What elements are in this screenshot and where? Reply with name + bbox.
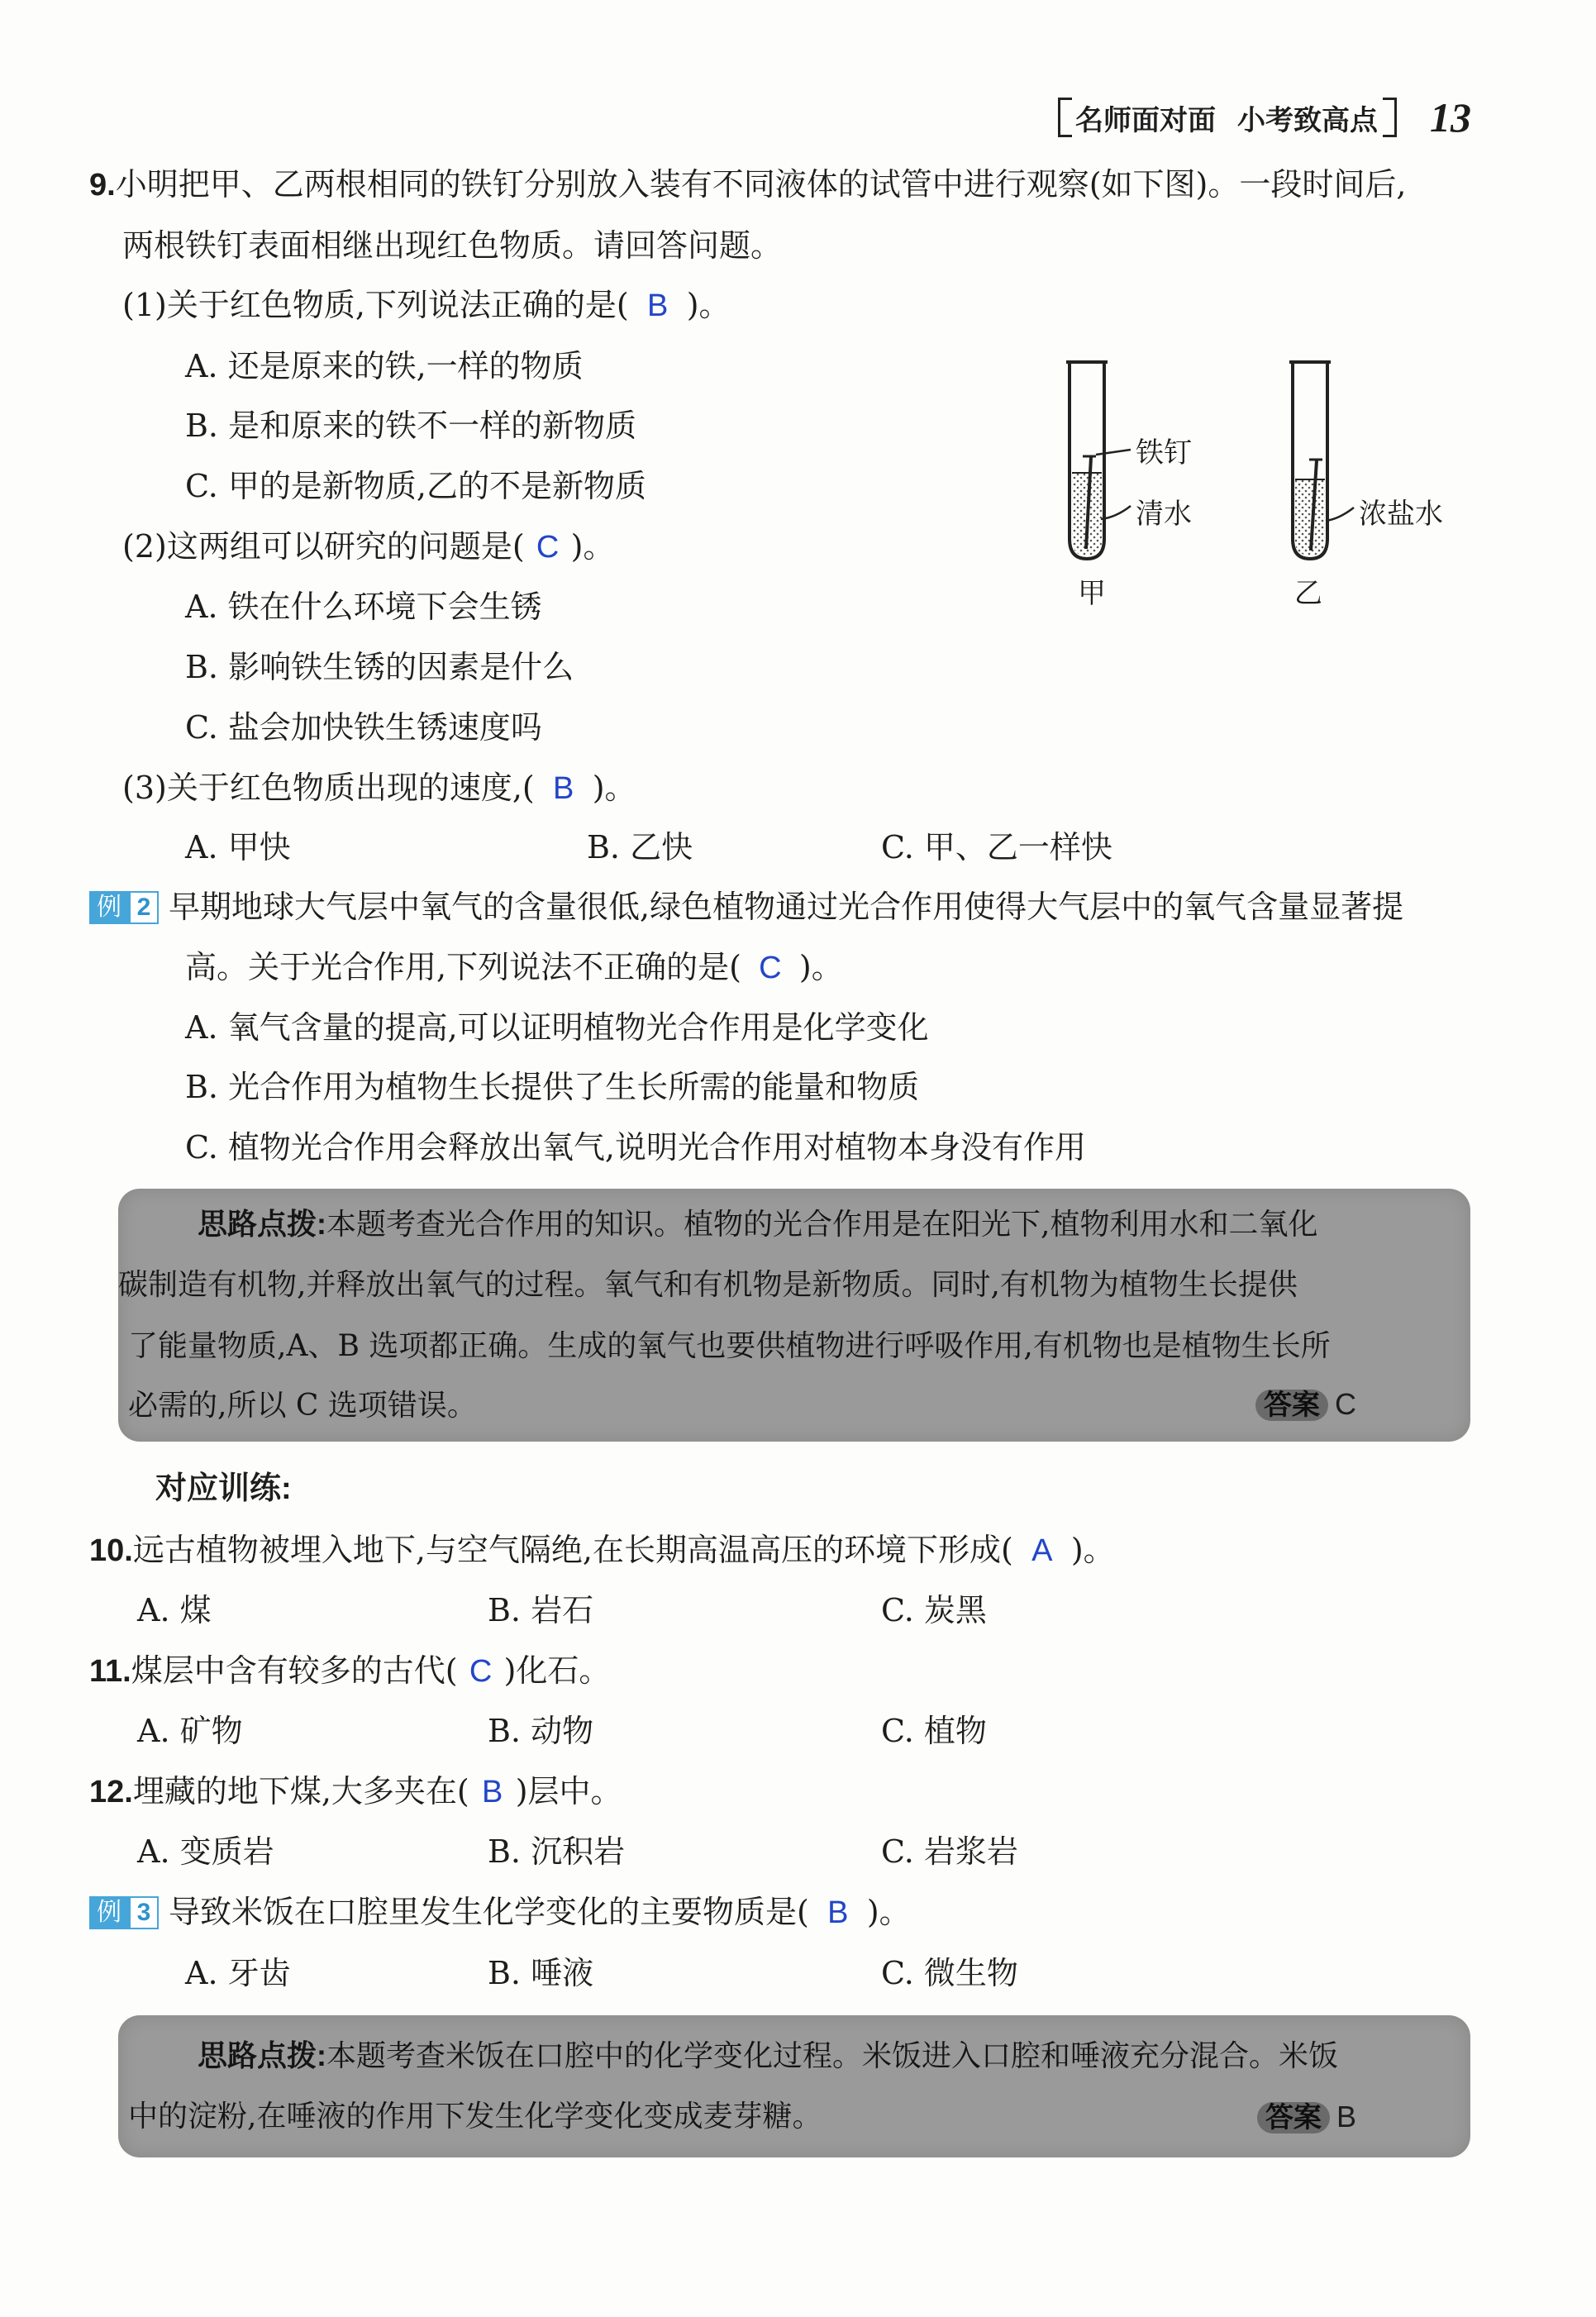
ex3-hint-line2: 中的淀粉,在唾液的作用下发生化学变化变成麦芽糖。 [128,2100,822,2133]
q9-part2-option-a: A. 铁在什么环境下会生锈 [185,589,542,625]
label-water: 清水 [1136,498,1192,531]
q12-end: )层中。 [515,1773,622,1809]
q10-answer: A [1031,1533,1053,1568]
ex2-hint-box [118,1189,1470,1442]
ex2-answer: C [759,951,782,985]
q9-part1-option-c: C. 甲的是新物质,乙的不是新物质 [185,468,646,504]
ex3-hint-box [118,2015,1470,2157]
q10-option-a: A. 煤 [137,1592,212,1628]
example-label-word: 例 [89,1896,129,1929]
example-2-label [89,891,159,924]
q12-option-b: B. 沉积岩 [488,1833,626,1870]
q12-text: 埋藏的地下煤,大多夹在( [132,1773,469,1809]
q9-part1-option-a: A. 还是原来的铁,一样的物质 [185,348,584,384]
ex3-option-b: B. 唾液 [488,1955,594,1991]
q9-part2-answer: C [536,530,560,565]
q9-part3-option-c: C. 甲、乙一样快 [881,829,1112,865]
q11-answer: C [469,1654,493,1689]
bracket-left [1058,98,1072,137]
answer-word: 答案 [1257,2102,1330,2133]
q10-option-c: C. 炭黑 [881,1592,987,1628]
q9-part1-answer: B [647,288,669,323]
q9-part2-option-c: C. 盐会加快铁生锈速度吗 [185,709,542,746]
ex3-option-c: C. 微生物 [881,1955,1018,1991]
q12-answer: B [482,1775,503,1809]
ex2-stem-line1 [89,886,1403,927]
q9-part2-prompt [122,526,614,568]
ex2-stem-text2: 高。关于光合作用,下列说法不正确的是( [185,949,741,985]
q9-part1-option-b: B. 是和原来的铁不一样的新物质 [185,408,637,444]
ex2-stem-line2 [185,946,843,989]
training-title: 对应训练: [155,1471,292,1506]
q10-end: )。 [1070,1532,1115,1568]
ex2-stem-end: )。 [798,949,843,985]
ex3-hint-line1 [198,2035,1338,2077]
q10-number: 10. [89,1533,133,1568]
ex3-answer: B [827,1895,849,1930]
q11-end: )化石。 [503,1652,611,1689]
q12-stem [89,1771,622,1813]
q12-option-c: C. 岩浆岩 [881,1833,1018,1870]
ex3-text: 导致米饭在口腔里发生化学变化的主要物质是( [169,1894,809,1930]
example-label-number: 2 [129,891,159,924]
q9-part2-end: )。 [570,528,615,565]
ex2-answer-tag [1255,1384,1356,1426]
q11-option-b: B. 动物 [488,1713,594,1749]
q11-text: 煤层中含有较多的古代( [131,1652,458,1689]
answer-word: 答案 [1255,1390,1328,1421]
ex2-hint-text2: 碳制造有机物,并释放出氧气的过程。氧气和有机物是新物质。同时,有机物为植物生长提供 [118,1268,1298,1302]
ex2-option-b: B. 光合作用为植物生长提供了生长所需的能量和物质 [185,1069,920,1105]
tube-jia [1066,362,1131,559]
header-subtitle: 小考致高点 [1237,104,1378,136]
ex3-hint-title: 思路点拨: [198,2038,326,2072]
q9-part2-option-b: B. 影响铁生锈的因素是什么 [185,649,574,685]
q9-part3-prompt [122,767,636,809]
ex3-hint-text1: 本题考查米饭在口腔中的化学变化过程。米饭进入口腔和唾液充分混合。米饭 [326,2039,1339,2073]
q10-text: 远古植物被埋入地下,与空气隔绝,在长期高温高压的环境下形成( [132,1532,1013,1568]
q11-option-a: A. 矿物 [137,1713,243,1749]
ex2-hint-line2 [118,1265,1298,1306]
page-number: 13 [1430,94,1471,141]
label-tube-jia: 甲 [1078,577,1106,610]
ex3-stem [89,1891,911,1933]
q9-part3-text: (3)关于红色物质出现的速度,( [122,770,535,806]
ex3-answer-tag [1257,2096,1356,2138]
ex2-hint-line3: 了能量物质,A、B 选项都正确。生成的氧气也要供植物进行呼吸作用,有机物也是植物生长所 [128,1329,1331,1363]
q9-part3-answer: B [553,771,574,806]
ex2-option-c: C. 植物光合作用会释放出氧气,说明光合作用对植物本身没有作用 [185,1129,1086,1166]
ex2-stem-text1: 早期地球大气层中氧气的含量很低,绿色植物通过光合作用使得大气层中的氧气含量显著提 [169,889,1404,925]
label-tube-yi: 乙 [1294,577,1322,610]
q9-part1-prompt [122,284,731,327]
ex2-hint-line1 [198,1204,1317,1246]
test-tube-diagram [1050,347,1479,620]
ex2-hint-text1: 本题考查光合作用的知识。植物的光合作用是在阳光下,植物利用水和二氧化 [326,1208,1318,1242]
q9-stem-text1: 小明把甲、乙两根相同的铁钉分别放入装有不同液体的试管中进行观察(如下图)。一段时间后, [115,166,1407,203]
ex3-answer-value: B [1336,2100,1356,2133]
q9-part1-end: )。 [686,287,731,323]
q12-number: 12. [89,1775,133,1809]
tube-yi [1289,362,1354,559]
q9-stem-line1 [89,164,1406,206]
q9-stem-line2: 两根铁钉表面相继出现红色物质。请回答问题。 [122,227,783,264]
label-nail: 铁钉 [1136,436,1192,470]
bracket-right [1383,98,1397,137]
example-label-number: 3 [129,1896,159,1929]
q9-part3-option-a: A. 甲快 [185,829,291,865]
q12-option-a: A. 变质岩 [137,1833,274,1870]
label-salt-water: 浓盐水 [1359,498,1443,531]
ex3-end: )。 [866,1894,911,1930]
ex2-hint-title: 思路点拨: [198,1207,326,1241]
ex3-option-a: A. 牙齿 [185,1955,291,1991]
ex2-option-a: A. 氧气含量的提高,可以证明植物光合作用是化学变化 [185,1009,929,1046]
q10-stem [89,1529,1115,1571]
q9-number: 9. [89,168,116,203]
q11-number: 11. [89,1654,131,1689]
q9-part2-text: (2)这两组可以研究的问题是( [122,528,525,565]
q9-part3-option-b: B. 乙快 [587,829,693,865]
ex2-hint-line4: 必需的,所以 C 选项错误。 [128,1389,477,1423]
q9-part3-end: )。 [592,770,636,806]
q11-option-c: C. 植物 [881,1713,987,1749]
q11-stem [89,1650,610,1692]
q9-part1-text: (1)关于红色物质,下列说法正确的是( [122,287,629,323]
example-label-word: 例 [89,891,129,924]
page-header [1058,93,1471,142]
header-brand: 名师面对面 [1075,104,1216,136]
test-tube-figure [1050,347,1479,620]
example-3-label [89,1896,159,1929]
q10-option-b: B. 岩石 [488,1592,594,1628]
ex2-answer-value: C [1335,1387,1356,1421]
